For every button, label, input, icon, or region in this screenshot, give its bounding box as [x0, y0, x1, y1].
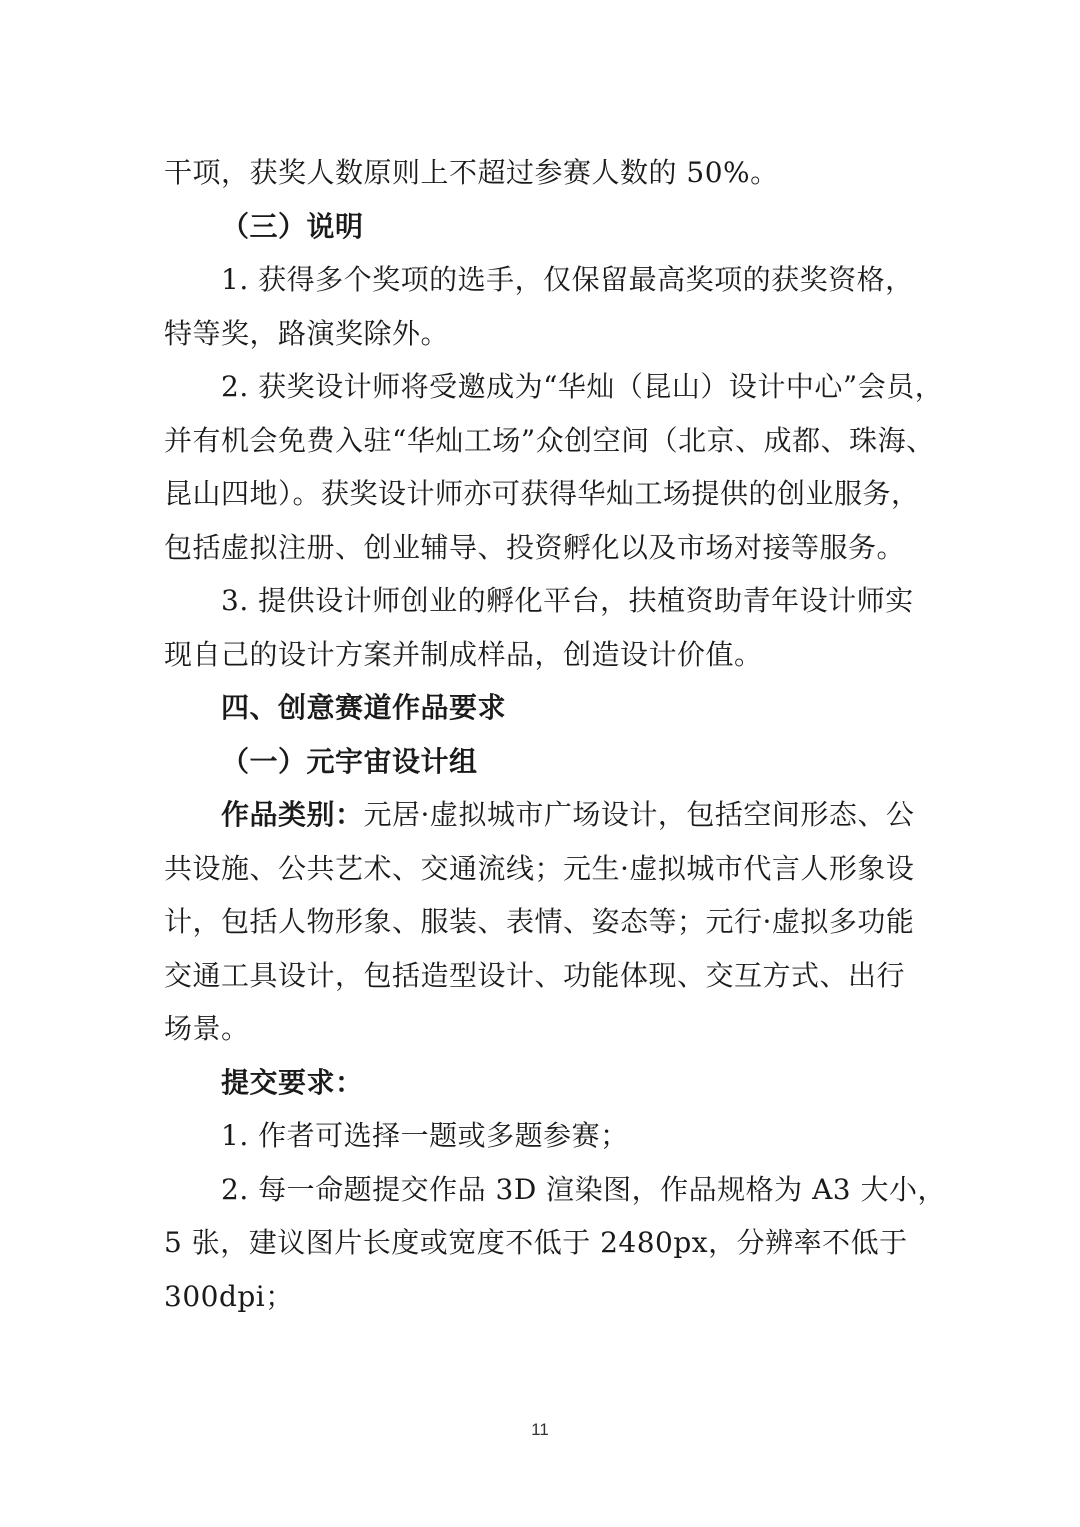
- text-line: 干项，获奖人数原则上不超过参赛人数的 50%。: [164, 156, 779, 189]
- document-body: [164, 146, 947, 1323]
- text-line: 场景。: [164, 1012, 250, 1045]
- text-line: 现自己的设计方案并制成样品，创造设计价值。: [164, 637, 763, 671]
- text-line: 5 张，建议图片长度或宽度不低于 2480px，分辨率不低于: [164, 1226, 908, 1259]
- text-line: 300dpi；: [164, 1279, 294, 1313]
- text-span: 元居·虚拟城市广场设计，包括空间形态、公: [363, 798, 915, 831]
- text-line: [164, 788, 919, 842]
- text-line: 昆山四地）。获奖设计师亦可获得华灿工场提供的创业服务，: [164, 477, 920, 510]
- text-line: 交通工具设计，包括造型设计、功能体现、交互方式、出行: [164, 958, 906, 992]
- text-line: 1. 作者可选择一题或多题参赛；: [221, 1119, 629, 1152]
- text-line: 共设施、公共艺术、交通流线；元生·虚拟城市代言人形象设: [164, 851, 915, 885]
- subsection-heading-notes: （三）说明: [221, 209, 364, 243]
- text-line: 并有机会免费入驻“华灿工场”众创空间（北京、成都、珠海、: [164, 423, 935, 457]
- page-number: 11: [531, 1420, 549, 1439]
- text-line: 包括虚拟注册、创业辅导、投资孵化以及市场对接等服务。: [164, 530, 906, 564]
- text-line: 计，包括人物形象、服装、表情、姿态等；元行·虚拟多功能: [164, 905, 915, 938]
- text-line: 3. 提供设计师创业的孵化平台，扶植资助青年设计师实: [221, 584, 914, 617]
- label-work-category: 作品类别：: [221, 798, 364, 831]
- label-submission-requirements: 提交要求：: [221, 1065, 364, 1099]
- text-line: 2. 每一命题提交作品 3D 渲染图，作品规格为 A3 大小，: [221, 1172, 947, 1206]
- text-line: 2. 获奖设计师将受邀成为“华灿（昆山）设计中心”会员，: [221, 370, 944, 403]
- text-line: 特等奖，路演奖除外。: [164, 316, 450, 350]
- text-line: 1. 获得多个奖项的选手，仅保留最高奖项的获奖资格，: [221, 263, 914, 296]
- subsection-heading-metaverse: （一）元宇宙设计组: [221, 744, 478, 778]
- section-heading-creative-track: 四、创意赛道作品要求: [221, 691, 507, 724]
